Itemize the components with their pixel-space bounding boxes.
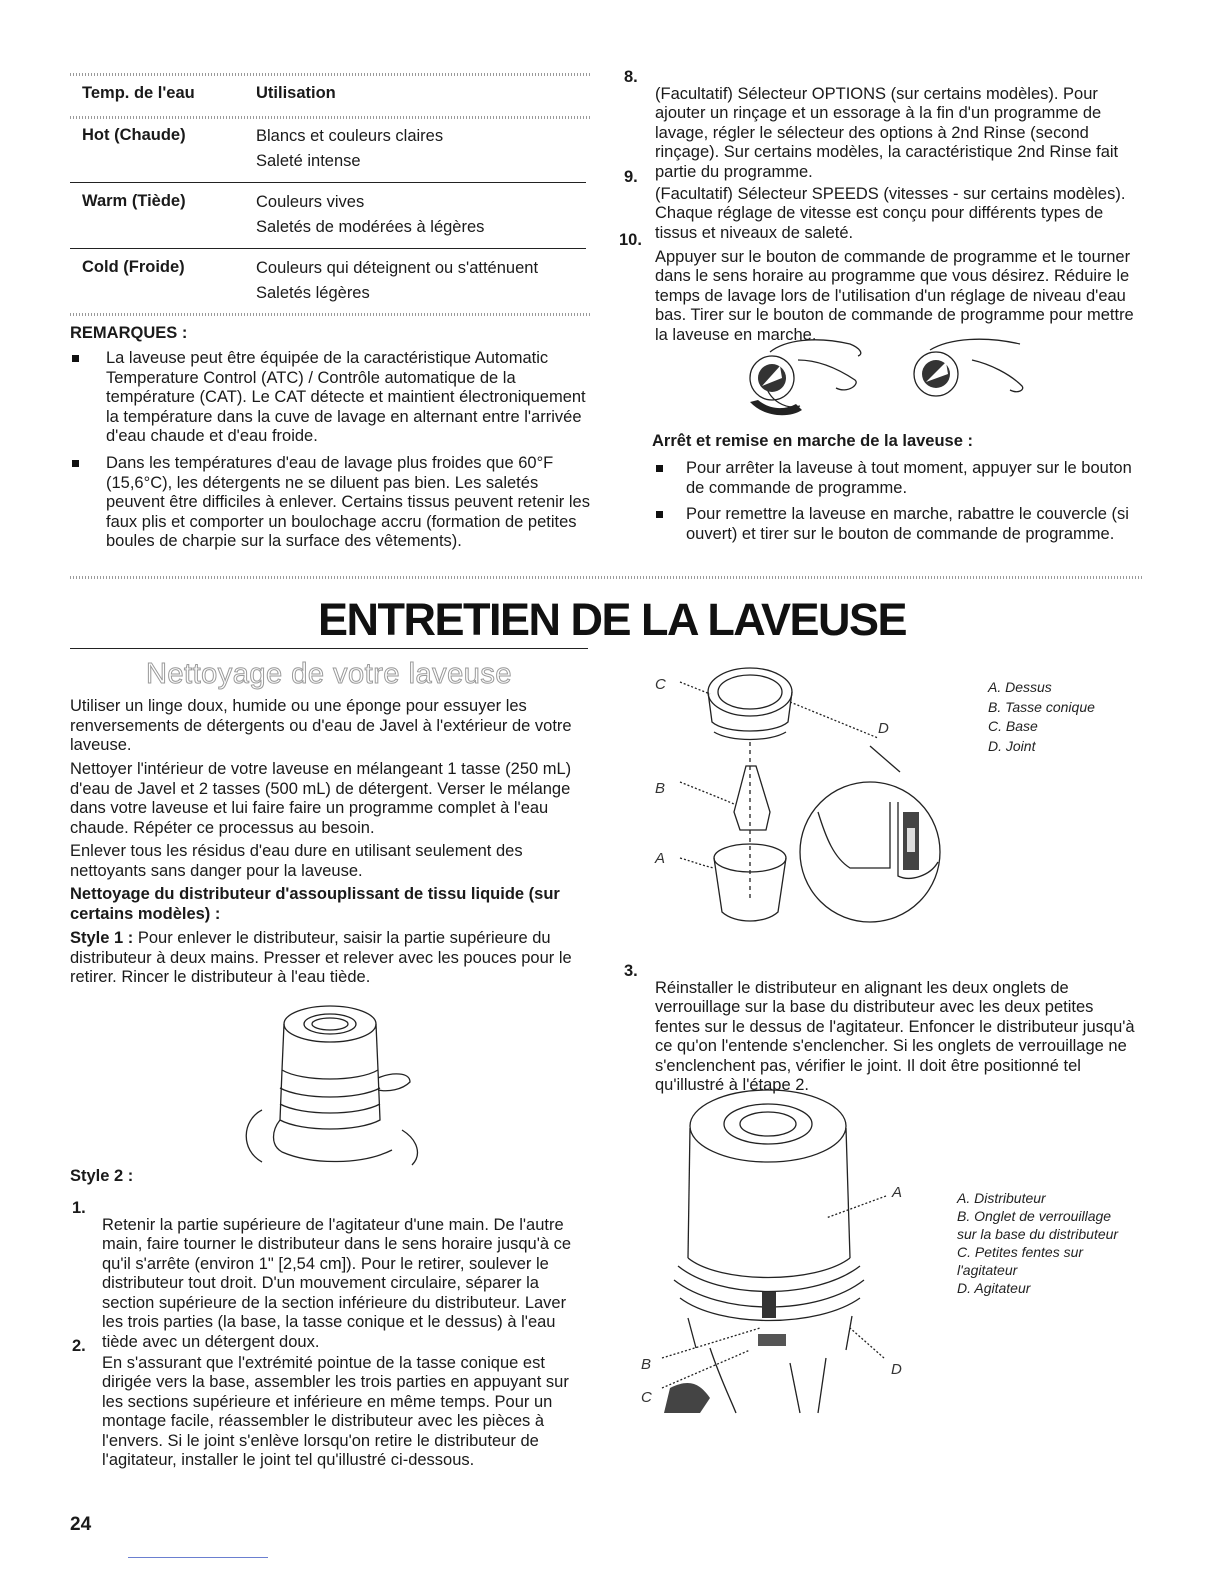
step-text: En s'assurant que l'extrémité pointue de la tasse conique est dirigée vers la base, assembler les trois parties en appuyant sur les sections supérieure et inférieure en même temps. Pour un montage facile, réassembler le distributeur avec les pièces à l'envers. Si le joint s'enlève lorsqu'on retire le distributeur de l'agitateur, installer le joint tel qu'illustré ci-dessous. bbox=[102, 1353, 569, 1469]
figure2-label-b: B bbox=[641, 1356, 652, 1373]
bullet-text: Pour arrêter la laveuse à tout moment, appuyer sur le bouton de commande de programme. bbox=[686, 459, 1132, 497]
paragraph: Utiliser un linge doux, humide ou une éponge pour essuyer les renversements de détergents ou d'eau de Javel à l'extérieur de votre laveuse. bbox=[70, 697, 572, 754]
table-row-temp: Cold (Froide) bbox=[82, 258, 185, 276]
table-row bbox=[82, 124, 592, 184]
softener-heading: Nettoyage du distributeur d'assouplissant de tissu liquide (sur certains modèles) : bbox=[70, 885, 560, 923]
remarques-title: REMARQUES : bbox=[70, 324, 188, 342]
use-line: Saleté intense bbox=[256, 152, 361, 170]
step-number: 9. bbox=[624, 168, 638, 186]
figure2-label-d: D bbox=[891, 1361, 902, 1378]
legend-item: A. Dessus bbox=[988, 679, 1052, 695]
legend-item: A. Distributeur bbox=[957, 1190, 1046, 1206]
legend-item: B. Onglet de verrouillage sur la base du distributeur bbox=[957, 1208, 1119, 1242]
page-number: 24 bbox=[70, 1514, 92, 1535]
step-text: Retenir la partie supérieure de l'agitateur d'une main. De l'autre main, faire tourner le distributeur dans le sens horaire jusqu'à ce qu'il s'arrête (environ 1" [2,54 cm]). Pour le retirer, soulever le distributeur tout droit. D'un mouvement circulaire, séparer la section supérieure de la section inférieure du distributeur. Laver les trois parties (la base, la tasse conique et le dessus) à l'eau tiède avec un détergent doux. bbox=[102, 1215, 572, 1351]
list-item bbox=[70, 349, 590, 447]
table-row-use bbox=[256, 190, 484, 240]
footer-underline bbox=[128, 1557, 268, 1558]
use-line: Saletés légères bbox=[256, 284, 370, 302]
bullet-text: Dans les températures d'eau de lavage plus froides que 60°F (15,6°C), les détergents ne se diluent pas bien. Les saletés peuvent être difficiles à enlever. Certains tissus peuvent retenir les faux plis et comporter un boulochage accru (formation de petites boules de charpie sur la surface des vêtements). bbox=[106, 454, 590, 550]
subsection-rule bbox=[70, 648, 588, 649]
figure2-legend bbox=[957, 1189, 1137, 1297]
table-row-divider bbox=[70, 182, 586, 183]
list-item bbox=[650, 505, 1140, 544]
legend-item: C. Petites fentes sur l'agitateur bbox=[957, 1244, 1084, 1278]
use-line: Couleurs vives bbox=[256, 193, 365, 211]
table-row-divider bbox=[70, 248, 586, 249]
table-row-use bbox=[256, 256, 538, 306]
knob-illustration bbox=[740, 330, 1040, 420]
step-number: 2. bbox=[72, 1337, 86, 1355]
subsection-title: Nettoyage de votre laveuse bbox=[145, 658, 513, 690]
table-row-temp: Hot (Chaude) bbox=[82, 126, 186, 144]
table-bottom-rule bbox=[70, 313, 592, 316]
style2-label: Style 2 : bbox=[70, 1167, 134, 1185]
use-line: Couleurs qui déteignent ou s'atténuent bbox=[256, 259, 539, 277]
step-text: (Facultatif) Sélecteur SPEEDS (vitesses - sur certains modèles). Chaque réglage de vitesse est conçu pour différents types de tissus et niveaux de saleté. bbox=[655, 184, 1126, 242]
section-title: ENTRETIEN DE LA LAVEUSE bbox=[317, 594, 907, 645]
legend-item: B. Tasse conique bbox=[988, 698, 1095, 715]
paragraph: Nettoyer l'intérieur de votre laveuse en mélangeant 1 tasse (250 mL) d'eau de Javel et 2 tasses (500 mL) de détergent. Verser le mélange dans votre laveuse et lui faire faire un programme complet à l'eau chaude. Répéter ce processus au besoin. bbox=[70, 760, 572, 837]
style1-label: Style 1 : bbox=[70, 929, 134, 947]
table-header-rule bbox=[70, 116, 592, 119]
dispenser-installed-illustration bbox=[640, 1088, 920, 1413]
step-number: 10. bbox=[619, 231, 642, 249]
figure1-label-d: D bbox=[878, 720, 889, 737]
bullet-square-icon bbox=[72, 355, 79, 362]
bullet-text: Pour remettre la laveuse en marche, rabattre le couvercle (si ouvert) et tirer sur le bouton de commande de programme. bbox=[686, 505, 1129, 543]
step-text: Appuyer sur le bouton de commande de programme et le tourner dans le sens horaire au programme que vous désirez. Réduire le temps de lavage lors de l'utilisation d'un réglage de niveau d'eau bas. Tirer sur le bouton de commande de programme pour mettre la laveuse en marche. bbox=[655, 247, 1134, 344]
style1-text: Pour enlever le distributeur, saisir la partie supérieure du distributeur à deux mains. Presser et relever avec les pouces pour le retirer. Rincer le distributeur à l'eau tiède. bbox=[70, 929, 572, 986]
table-row-use bbox=[256, 124, 443, 174]
table-top-rule bbox=[70, 73, 592, 76]
arret-title: Arrêt et remise en marche de la laveuse : bbox=[652, 432, 973, 450]
table-row bbox=[82, 190, 592, 250]
bullet-text: La laveuse peut être équipée de la caractéristique Automatic Temperature Control (ATC) / Contrôle automatique de la température (CAT). Le CAT détecte et maintient électroniquement la température dans la cuve de lavage en alternant entre l'arrivée d'eau chaude et d'eau froide. bbox=[106, 349, 586, 445]
figure2-label-c: C bbox=[641, 1389, 652, 1406]
step-number: 1. bbox=[72, 1199, 86, 1217]
bullet-square-icon bbox=[72, 460, 79, 467]
dispenser-parts-illustration bbox=[650, 662, 970, 952]
step-number: 3. bbox=[624, 962, 638, 980]
table-header-use: Utilisation bbox=[256, 84, 336, 102]
use-line: Blancs et couleurs claires bbox=[256, 127, 444, 145]
bullet-square-icon bbox=[656, 465, 663, 472]
list-item bbox=[650, 459, 1140, 498]
dispenser-style1-illustration bbox=[242, 1000, 432, 1165]
step-number: 8. bbox=[624, 68, 638, 86]
list-item bbox=[70, 454, 590, 552]
figure1-label-c: C bbox=[655, 676, 666, 693]
step-text: Réinstaller le distributeur en alignant les deux onglets de verrouillage sur la base du distributeur avec les deux petites fentes sur le dessus de l'agitateur. Enfoncer le distributeur jusqu'à ce qu'on l'entende s'enclencher. Si les onglets de verrouillage ne s'enclenchent pas, vérifier le joint. Il doit être positionné tel qu'illustré à l'étape 2. bbox=[655, 978, 1135, 1094]
figure1-label-b: B bbox=[655, 780, 666, 797]
legend-item: D. Joint bbox=[988, 737, 1036, 754]
bullet-square-icon bbox=[656, 511, 663, 518]
use-line: Saletés de modérées à légères bbox=[256, 218, 485, 236]
step-text: (Facultatif) Sélecteur OPTIONS (sur certains modèles). Pour ajouter un rinçage et un essorage à la fin d'un programme de lavage, régler le sélecteur des options à 2nd Rinse (second rinçage). Sur certains modèles, la caractéristique 2nd Rinse fait partie du programme. bbox=[655, 84, 1119, 181]
legend-item: D. Agitateur bbox=[957, 1280, 1031, 1296]
figure2-label-a: A bbox=[892, 1184, 903, 1201]
table-row-temp: Warm (Tiède) bbox=[82, 192, 186, 210]
figure1-legend bbox=[988, 678, 1138, 756]
legend-item: C. Base bbox=[988, 718, 1038, 734]
style1-paragraph bbox=[70, 929, 586, 988]
table-row bbox=[82, 256, 592, 316]
section-divider-rule bbox=[70, 576, 1144, 579]
figure1-label-a: A bbox=[655, 850, 666, 867]
table-header-temp: Temp. de l'eau bbox=[82, 84, 195, 102]
paragraph: Enlever tous les résidus d'eau dure en utilisant seulement des nettoyants sans danger pour la laveuse. bbox=[70, 842, 523, 880]
